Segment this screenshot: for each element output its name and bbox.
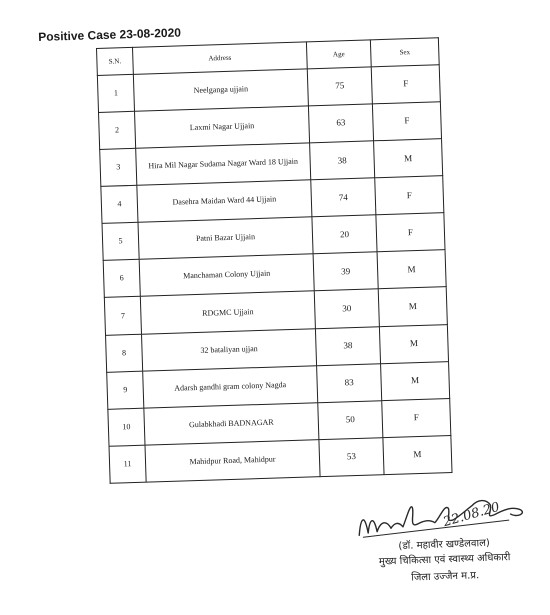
sex-cell: M: [381, 361, 450, 400]
signature-date: 22.08.20: [441, 499, 502, 531]
column-header-sn: S.N.: [97, 47, 134, 75]
address-cell: Laxmi Nagar Ujjain: [135, 106, 310, 149]
age-cell: 63: [308, 104, 373, 143]
sn-cell: 8: [106, 334, 143, 372]
sex-cell: F: [376, 213, 445, 252]
sex-cell: M: [379, 324, 448, 363]
age-cell: 20: [312, 215, 377, 254]
sex-cell: M: [378, 287, 447, 326]
cases-table-container: [96, 37, 452, 484]
address-cell: 32 bataliyan ujjan: [141, 328, 316, 371]
sex-cell: F: [372, 102, 441, 141]
page-title: Positive Case 23-08-2020: [38, 25, 182, 44]
signatory-district: जिला उज्जैन म.प्र.: [411, 570, 480, 584]
column-header-address: Address: [132, 42, 307, 74]
signatory-name: (डॉ. महावीर खण्डेलवाल): [398, 537, 490, 552]
sn-cell: 2: [99, 111, 136, 149]
sn-cell: 4: [101, 186, 138, 224]
age-cell: 38: [315, 326, 380, 365]
sex-cell: F: [371, 65, 440, 104]
age-cell: 53: [319, 437, 384, 476]
sn-cell: 1: [97, 74, 134, 112]
sex-cell: M: [374, 139, 443, 178]
sn-cell: 7: [104, 297, 141, 335]
age-cell: 75: [307, 67, 372, 106]
signature-block: [340, 493, 549, 610]
address-cell: Gulabkhadi BADNAGAR: [144, 402, 319, 445]
age-cell: 74: [311, 178, 376, 217]
sn-cell: 9: [107, 371, 144, 409]
sn-cell: 11: [109, 445, 146, 483]
positive-cases-table: [96, 37, 453, 484]
sn-cell: 10: [108, 408, 145, 446]
address-cell: Patni Bazar Ujjain: [138, 217, 313, 260]
table-body: [97, 65, 452, 484]
address-cell: RDGMC Ujjain: [140, 291, 315, 334]
age-cell: 30: [314, 289, 379, 328]
address-cell: Dasehra Maidan Ward 44 Ujjain: [137, 180, 312, 223]
age-cell: 38: [310, 141, 375, 180]
address-cell: Mahidpur Road, Mahidpur: [145, 439, 320, 482]
sex-cell: F: [382, 398, 451, 437]
sn-cell: 6: [103, 260, 140, 298]
sex-cell: M: [377, 250, 446, 289]
address-cell: Adarsh gandhi gram colony Nagda: [143, 365, 318, 408]
address-cell: Manchaman Colony Ujjain: [139, 254, 314, 297]
sex-cell: M: [383, 435, 452, 474]
age-cell: 50: [318, 400, 383, 439]
age-cell: 83: [317, 363, 382, 402]
signatory-designation: मुख्य चिकित्सा एवं स्वास्थ्य अधिकारी: [378, 552, 511, 568]
sn-cell: 3: [100, 148, 137, 186]
sn-cell: 5: [102, 223, 139, 261]
age-cell: 39: [313, 252, 378, 291]
column-header-sex: Sex: [370, 38, 439, 67]
address-cell: Neelganga ujjain: [133, 69, 308, 112]
sex-cell: F: [375, 176, 444, 215]
column-header-age: Age: [306, 40, 371, 69]
address-cell: Hira Mil Nagar Sudama Nagar Ward 18 Ujjain: [136, 143, 311, 186]
